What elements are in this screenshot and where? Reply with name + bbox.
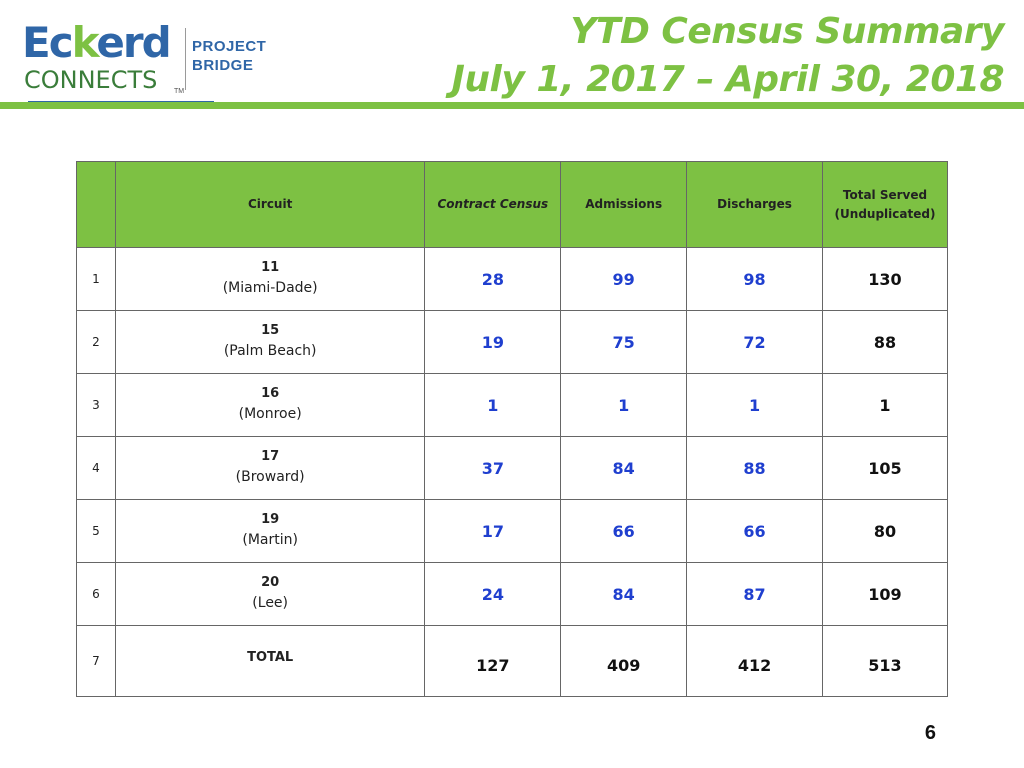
logo-connects-text: CONNECTS xyxy=(24,66,158,94)
discharges-value: 66 xyxy=(687,500,823,563)
row-index: 4 xyxy=(77,437,116,500)
admissions-value: 66 xyxy=(561,500,687,563)
row-index: 1 xyxy=(77,248,116,311)
row-index: 3 xyxy=(77,374,116,437)
header-contract-census: Contract Census xyxy=(425,162,561,248)
total-label: TOTAL xyxy=(115,626,424,697)
eckerd-connects-logo xyxy=(22,8,272,104)
total-served-value: 130 xyxy=(822,248,947,311)
circuit-county: (Broward) xyxy=(235,469,305,486)
logo-divider xyxy=(185,28,186,90)
row-index: 6 xyxy=(77,563,116,626)
row-circuit xyxy=(115,248,424,311)
total-discharges: 412 xyxy=(687,626,823,697)
page-title: YTD Census Summary xyxy=(570,11,1004,52)
admissions-value: 84 xyxy=(561,563,687,626)
admissions-value: 75 xyxy=(561,311,687,374)
total-served-value: 1 xyxy=(822,374,947,437)
header-admissions: Admissions xyxy=(561,162,687,248)
circuit-number: 17 xyxy=(261,449,280,465)
logo-project-bridge xyxy=(192,38,266,76)
admissions-value: 84 xyxy=(561,437,687,500)
circuit-number: 16 xyxy=(261,386,280,402)
discharges-value: 88 xyxy=(687,437,823,500)
contract-census-value: 28 xyxy=(425,248,561,311)
row-circuit xyxy=(115,311,424,374)
total-contract-census: 127 xyxy=(425,626,561,697)
discharges-value: 72 xyxy=(687,311,823,374)
logo-project-line1: PROJECT xyxy=(192,38,267,55)
circuit-number: 11 xyxy=(261,260,280,276)
row-circuit xyxy=(115,563,424,626)
logo-eckerd-wordmark: Eckerd xyxy=(22,18,170,67)
census-table xyxy=(76,161,948,697)
logo-project-line2: BRIDGE xyxy=(192,56,254,74)
circuit-county: (Martin) xyxy=(242,532,298,549)
total-served-value: 105 xyxy=(822,437,947,500)
header-discharges: Discharges xyxy=(687,162,823,248)
header-circuit: Circuit xyxy=(115,162,424,248)
row-circuit xyxy=(115,374,424,437)
contract-census-value: 17 xyxy=(425,500,561,563)
admissions-value: 99 xyxy=(561,248,687,311)
table-row xyxy=(77,437,948,500)
contract-census-value: 24 xyxy=(425,563,561,626)
discharges-value: 87 xyxy=(687,563,823,626)
row-index: 7 xyxy=(77,626,116,697)
table-row xyxy=(77,374,948,437)
contract-census-value: 19 xyxy=(425,311,561,374)
row-circuit xyxy=(115,500,424,563)
total-total-served: 513 xyxy=(822,626,947,697)
table-header-row xyxy=(77,162,948,248)
row-index: 5 xyxy=(77,500,116,563)
table-row xyxy=(77,563,948,626)
total-served-value: 109 xyxy=(822,563,947,626)
page-subtitle-date-range: July 1, 2017 – April 30, 2018 xyxy=(451,59,1004,100)
table-row xyxy=(77,248,948,311)
discharges-value: 98 xyxy=(687,248,823,311)
circuit-number: 15 xyxy=(261,323,280,339)
table-row xyxy=(77,311,948,374)
table-row xyxy=(77,500,948,563)
total-served-value: 80 xyxy=(822,500,947,563)
circuit-county: (Monroe) xyxy=(238,406,302,423)
header-total-served-line1: Total Served xyxy=(842,187,928,202)
circuit-number: 20 xyxy=(261,575,280,591)
circuit-county: (Palm Beach) xyxy=(223,343,317,360)
header-total-served xyxy=(822,162,947,248)
total-served-value: 88 xyxy=(822,311,947,374)
header-divider-bar xyxy=(0,102,1024,109)
header-total-served-line2: (Unduplicated) xyxy=(834,206,936,221)
header-index xyxy=(77,162,116,248)
discharges-value: 1 xyxy=(687,374,823,437)
circuit-county: (Lee) xyxy=(252,595,289,612)
page-number: 6 xyxy=(924,722,936,744)
contract-census-value: 37 xyxy=(425,437,561,500)
circuit-number: 19 xyxy=(261,512,280,528)
table-total-row xyxy=(77,626,948,697)
row-circuit xyxy=(115,437,424,500)
row-index: 2 xyxy=(77,311,116,374)
admissions-value: 1 xyxy=(561,374,687,437)
total-admissions: 409 xyxy=(561,626,687,697)
circuit-county: (Miami-Dade) xyxy=(222,280,318,297)
contract-census-value: 1 xyxy=(425,374,561,437)
logo-trademark: TM xyxy=(174,88,185,95)
